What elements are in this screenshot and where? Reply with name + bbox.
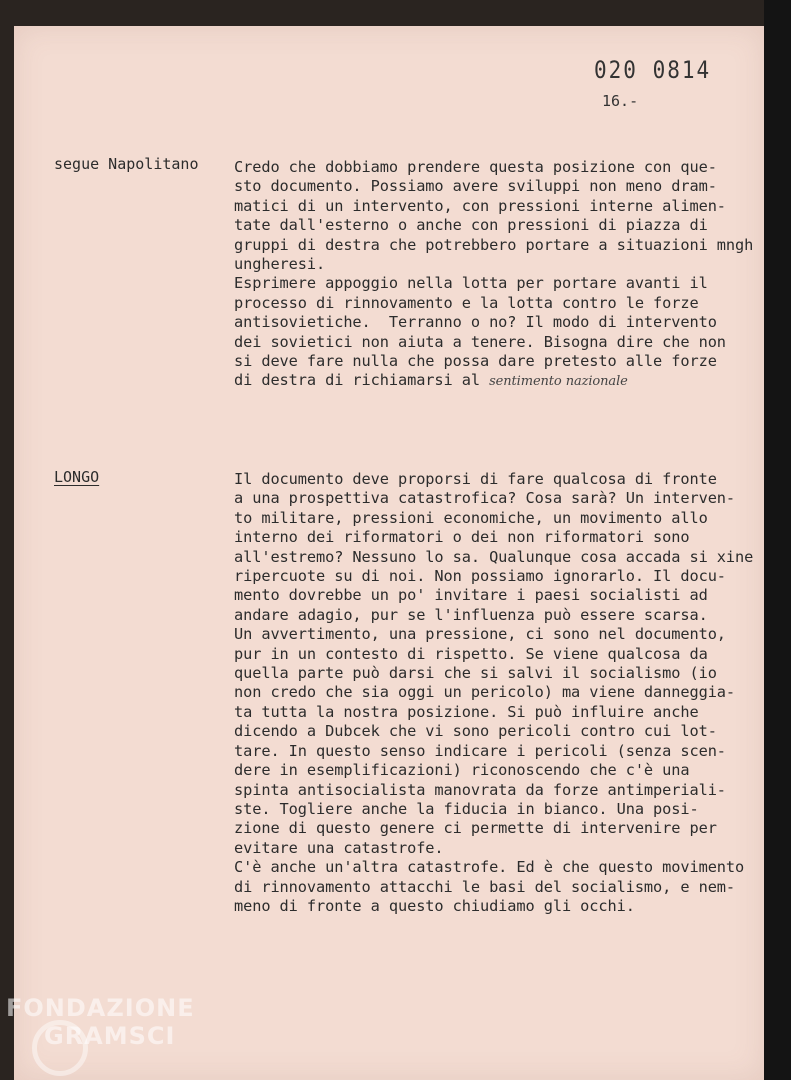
page-number: 16.- (602, 92, 639, 110)
text-line: all'estremo? Nessuno lo sa. Qualunque cosa accada si xine (234, 547, 754, 566)
watermark-line1: FONDAZIONE (6, 994, 195, 1022)
text-line: ste. Togliere anche la fiducia in bianco. Una posi- (234, 799, 699, 818)
text-line: dicendo a Dubcek che vi sono pericoli contro cui lot- (234, 722, 717, 741)
paragraph-napolitano (234, 158, 764, 392)
text-line: antisovietiche. Terranno o no? Il modo di intervento (234, 313, 717, 332)
speaker-napolitano: segue Napolitano (54, 155, 199, 173)
text-line: di rinnovamento attacchi le basi del socialismo, e nem- (234, 877, 736, 896)
text-line: dei sovietici non aiuta a tenere. Bisogna dire che non (234, 332, 726, 351)
text-line: si deve fare nulla che possa dare pretesto alle forze (234, 352, 717, 371)
text-line: non credo che sia oggi un pericolo) ma viene danneggia- (234, 683, 736, 702)
text-line: andare adagio, pur se l'influenza può essere scarsa. (234, 605, 708, 624)
fondazione-gramsci-watermark (6, 994, 195, 1050)
text-line: Il documento deve proporsi di fare qualcosa di fronte (234, 470, 717, 488)
document-number: 020 0814 (594, 56, 712, 84)
handwritten-annotation: sentimento nazionale (489, 374, 628, 390)
text-line: gruppi di destra che potrebbero portare a situazioni mngh (234, 235, 754, 254)
text-line: ungheresi. (234, 255, 326, 274)
watermark-logo-icon (32, 1020, 88, 1076)
text-line: meno di fronte a questo chiudiamo gli occhi. (234, 896, 635, 915)
text-line: Un avvertimento, una pressione, ci sono nel documento, (234, 625, 726, 644)
text-line: evitare una catastrofe. (234, 838, 444, 857)
text-line: quella parte può darsi che si salvi il socialismo (io (234, 664, 717, 683)
text-line-fragment: di destra di richiamarsi al (234, 371, 480, 390)
binder-edge (764, 0, 791, 1080)
text-line: zione di questo genere ci permette di intervenire per (234, 819, 717, 838)
text-line: ripercuote su di noi. Non possiamo ignorarlo. Il docu- (234, 567, 726, 586)
text-line: ta tutta la nostra posizione. Si può influire anche (234, 702, 699, 721)
text-line: tare. In questo senso indicare i pericoli (senza scen- (234, 741, 726, 760)
text-line (234, 371, 764, 391)
text-line: sto documento. Possiamo avere sviluppi non meno dram- (234, 177, 717, 196)
speaker-longo: LONGO (54, 468, 100, 486)
text-line: tate dall'esterno o anche con pressioni di piazza di (234, 216, 708, 235)
text-line: mento dovrebbe un po' invitare i paesi socialisti ad (234, 586, 708, 605)
paragraph-longo (234, 470, 764, 916)
watermark-line2: GRAMSCI (44, 1022, 176, 1050)
text-line: processo di rinnovamento e la lotta contro le forze (234, 293, 699, 312)
text-line: C'è anche un'altra catastrofe. Ed è che questo movimento (234, 858, 745, 877)
text-line: interno dei riformatori o dei non riformatori sono (234, 528, 690, 547)
text-line: Credo che dobbiamo prendere questa posizione con que- (234, 158, 717, 176)
text-line: to militare, pressioni economiche, un movimento allo (234, 508, 708, 527)
text-line: dere in esemplificazioni) riconoscendo che c'è una (234, 761, 690, 780)
text-line: spinta antisocialista manovrata da forze antimperiali- (234, 780, 726, 799)
text-line: Esprimere appoggio nella lotta per portare avanti il (234, 274, 708, 293)
text-line: a una prospettiva catastrofica? Cosa sarà? Un interven- (234, 489, 736, 508)
text-line: matici di un intervento, con pressioni interne alimen- (234, 196, 726, 215)
text-line: pur in un contesto di rispetto. Se viene qualcosa da (234, 644, 708, 663)
